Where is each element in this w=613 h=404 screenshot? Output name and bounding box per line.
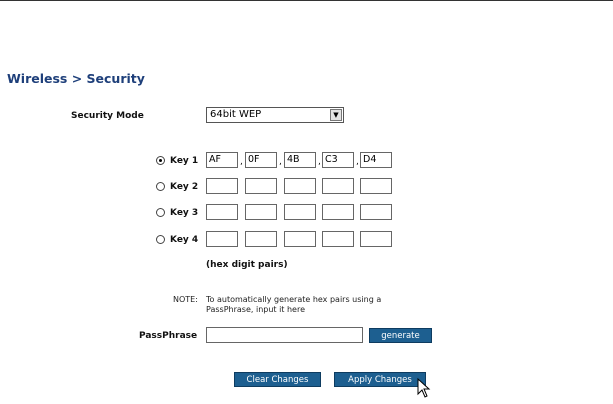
top-divider [0,0,613,1]
separator: , [240,157,243,167]
note-line-2: PassPhrase, input it here [206,305,306,314]
key3-radio[interactable] [156,208,165,217]
key1-pair2-input[interactable]: 0F [245,152,277,168]
mouse-pointer-icon [417,378,431,400]
key2-pair4-input[interactable] [322,178,354,194]
apply-changes-button[interactable]: Apply Changes [334,372,426,387]
key3-pair3-input[interactable] [284,204,316,220]
key3-pair1-input[interactable] [206,204,238,220]
key2-pair3-input[interactable] [284,178,316,194]
security-mode-label: Security Mode [71,111,144,121]
hex-hint: (hex digit pairs) [206,260,288,270]
note-label: NOTE: [173,295,198,304]
passphrase-input[interactable] [206,327,363,343]
key1-label: Key 1 [170,156,199,166]
key4-label: Key 4 [170,235,199,245]
key1-pair3-input[interactable]: 4B [284,152,316,168]
key4-radio[interactable] [156,235,165,244]
key1-pair4-input[interactable]: C3 [322,152,354,168]
note-text [206,295,446,315]
separator: , [356,157,359,167]
security-mode-value: 64bit WEP [210,109,262,120]
key2-pair5-input[interactable] [360,178,392,194]
clear-changes-button[interactable]: Clear Changes [234,372,321,387]
separator: , [318,157,321,167]
key4-pair3-input[interactable] [284,231,316,247]
key4-pair2-input[interactable] [245,231,277,247]
key2-label: Key 2 [170,182,199,192]
passphrase-label: PassPhrase [139,331,198,341]
key3-label: Key 3 [170,208,199,218]
key4-pair4-input[interactable] [322,231,354,247]
key1-pair5-input[interactable]: D4 [360,152,392,168]
key1-pair1-input[interactable]: AF [206,152,238,168]
key3-pair2-input[interactable] [245,204,277,220]
key3-pair5-input[interactable] [360,204,392,220]
key4-pair5-input[interactable] [360,231,392,247]
key2-radio[interactable] [156,182,165,191]
key2-pair2-input[interactable] [245,178,277,194]
key1-radio[interactable] [156,156,165,165]
key2-pair1-input[interactable] [206,178,238,194]
breadcrumb: Wireless > Security [7,71,145,86]
key4-pair1-input[interactable] [206,231,238,247]
security-mode-select[interactable] [206,107,344,123]
chevron-down-icon[interactable]: ▼ [330,109,342,121]
note-line-1: To automatically generate hex pairs using a [206,295,382,304]
key3-pair4-input[interactable] [322,204,354,220]
separator: , [279,157,282,167]
generate-button[interactable]: generate [369,328,432,343]
